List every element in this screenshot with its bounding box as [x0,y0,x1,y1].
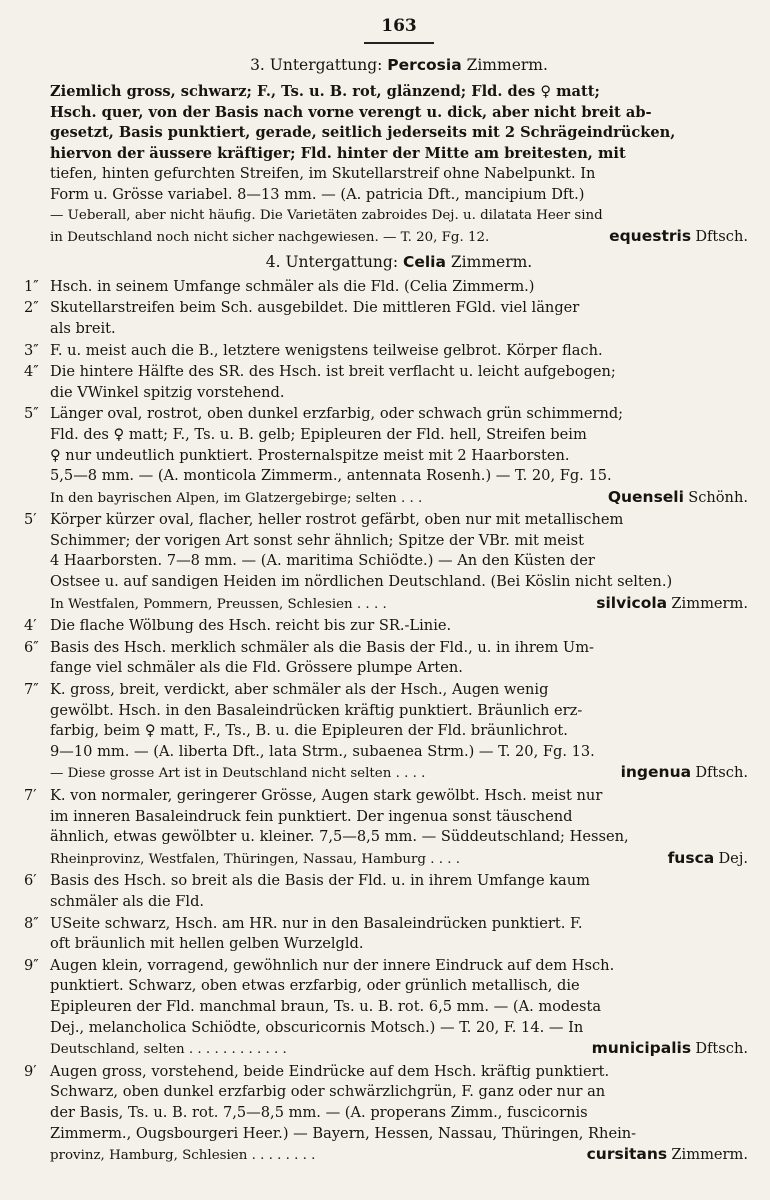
entry-number: 4″ [24,363,39,381]
species-line [50,593,748,616]
text-line: Skutellarstreifen beim Sch. ausgebildet. Die mittleren FGld. viel länger [50,299,580,317]
text-line: Körper kürzer oval, flacher, heller rostrot gefärbt, oben nur mit metallischem [50,511,624,529]
species-name: equestris [609,227,692,246]
text-line: die VWinkel spitzig vorstehend. [50,383,285,401]
species-name: ingenua [620,763,692,782]
text-line: 5,5—8 mm. — (A. monticola Zimmerm., antennata Rosenh.) — T. 20, Fg. 15. [50,467,612,485]
text-line: fange viel schmäler als die Fld. Grössere plumpe Arten. [50,659,463,677]
entry-number: 1″ [24,277,39,295]
entry-number: 6″ [24,638,39,656]
key-entry [24,362,748,403]
text-line: In den bayrischen Alpen, im Glatzergebirge; selten . . . [50,490,423,506]
species-author: Dftsch. [695,1040,748,1058]
species-name: cursitans [586,1145,668,1164]
text-line: Augen gross, vorstehend, beide Eindrücke auf dem Hsch. kräftig punktiert. [50,1062,610,1080]
species-author: Zimmerm. [671,594,748,612]
text-line: im inneren Basaleindruck fein punktiert. Der ingenua sonst täuschend [50,807,573,825]
species-name: fusca [667,848,715,867]
key-entries [24,277,748,1167]
text-line: der Basis, Ts. u. B. rot. 7,5—8,5 mm. — (A. properans Zimm., fuscicornis [50,1103,588,1121]
text-line: Zimmerm., Ougsbourgeri Heer.) — Bayern, Hessen, Nassau, Thüringen, Rhein- [50,1124,637,1142]
text-line: schmäler als die Fld. [50,892,205,910]
header-rule [364,42,434,44]
text-line: Fld. des ♀ matt; F., Ts. u. B. gelb; Epipleuren der Fld. hell, Streifen beim [50,425,587,443]
species-name: Quenseli [607,487,684,506]
text-line: Hsch. quer, von der Basis nach vorne verengt u. dick, aber nicht breit ab- [50,103,652,121]
entry-number: 7′ [24,787,37,804]
species-name: silvicola [596,593,668,612]
species-line [50,762,748,785]
subgenus-3-genus: Percosia [387,56,462,74]
entry-number: 5′ [24,511,37,529]
subgenus-4-author: Zimmerm. [445,252,533,271]
key-entry [24,680,748,785]
text-line: — Ueberall, aber nicht häufig. Die Varietäten zabroides Dej. u. dilatata Heer sind [50,207,603,223]
text-line: Rheinprovinz, Westfalen, Thüringen, Nassau, Hamburg . . . . [50,851,461,867]
key-entry [24,510,748,615]
key-entry [24,404,748,509]
text-line: ähnlich, etwas gewölbter u. kleiner. 7,5—8,5 mm. — Süddeutschland; Hessen, [50,828,629,846]
text-line: punktiert. Schwarz, oben etwas erzfarbig, oder grünlich metallisch, die [50,977,580,995]
species-line [50,1038,748,1061]
entry-number: 4′ [24,617,37,635]
key-entry [24,914,748,955]
text-line: provinz, Hamburg, Schlesien . . . . . . . . [50,1148,316,1164]
species-author: Schönh. [688,488,748,506]
text-line: ♀ nur undeutlich punktiert. Prosternalspitze meist mit 2 Haarborsten. [50,446,570,464]
subgenus-4-heading [50,251,748,273]
page-number: 163 [381,16,417,36]
text-line: in Deutschland noch nicht sicher nachgewiesen. — T. 20, Fg. 12. [50,230,490,246]
text-line: K. von normaler, geringerer Grösse, Augen stark gewölbt. Hsch. meist nur [50,787,603,804]
key-entry [24,1062,748,1167]
text-line: Schimmer; der vorigen Art sonst sehr ähnlich; Spitze der VBr. mit meist [50,531,585,549]
subgenus-3-author: Zimmerm. [461,56,548,74]
text-line: Die flache Wölbung des Hsch. reicht bis zur SR.-Linie. [50,617,452,635]
text-line: als breit. [50,319,116,337]
subgenus-3-heading [50,54,748,76]
text-line: hiervon der äussere kräftiger; Fld. hinter der Mitte am breitesten, mit [50,144,626,162]
text-line: K. gross, breit, verdickt, aber schmäler als der Hsch., Augen wenig [50,681,549,699]
species-line [50,226,748,249]
species-name: municipalis [591,1039,692,1058]
text-line: Epipleuren der Fld. manchmal braun, Ts. u. B. rot. 6,5 mm. — (A. modesta [50,997,602,1015]
text-line: 9—10 mm. — (A. liberta Dft., lata Strm., subaenea Strm.) — T. 20, Fg. 13. [50,742,595,760]
text-line: Ziemlich gross, schwarz; F., Ts. u. B. rot, glänzend; Fld. des ♀ matt; [50,83,600,100]
text-line: oft bräunlich mit hellen gelben Wurzelgld. [50,935,364,953]
text-line: — Diese grosse Art ist in Deutschland nicht selten . . . . [50,766,426,782]
species-author: Dftsch. [695,228,748,246]
text-line: Hsch. in seinem Umfange schmäler als die Fld. (Celia Zimmerm.) [50,277,535,295]
species-line [50,848,748,871]
entry-number: 2″ [24,299,39,317]
key-entry [24,956,748,1061]
species-author: Zimmerm. [671,1146,748,1164]
text-line: USeite schwarz, Hsch. am HR. nur in den Basaleindrücken punktiert. F. [50,914,583,932]
text-line: tiefen, hinten gefurchten Streifen, im Skutellarstreif ohne Nabelpunkt. In [50,165,596,183]
species-line [50,487,748,510]
text-line: gewölbt. Hsch. in den Basaleindrücken kräftig punktiert. Bräunlich erz- [50,701,583,719]
text-line: Schwarz, oben dunkel erzfarbig oder schwärzlichgrün, F. ganz oder nur an [50,1083,606,1101]
entry-number: 8″ [24,914,39,932]
text-line: Augen klein, vorragend, gewöhnlich nur der innere Eindruck auf dem Hsch. [50,956,615,974]
subgenus-4-prefix: 4. Untergattung: [265,252,403,271]
text-line: Ostsee u. auf sandigen Heiden im nördlichen Deutschland. (Bei Köslin nicht selten.) [50,573,673,591]
subgenus-4-genus: Celia [402,252,446,271]
entry-number: 7″ [24,681,39,699]
entry-number: 6′ [24,872,37,890]
species-line [50,1144,748,1167]
entry-number: 3″ [24,341,39,359]
text-line: F. u. meist auch die B., letztere wenigstens teilweise gelbrot. Körper flach. [50,341,603,359]
species-author: Dftsch. [695,764,748,782]
key-entry [24,871,748,912]
text-line: Länger oval, rostrot, oben dunkel erzfarbig, oder schwach grün schimmernd; [50,405,624,423]
key-entry [24,341,748,362]
text-line: Basis des Hsch. so breit als die Basis der Fld. u. in ihrem Umfange kaum [50,872,590,890]
key-entry [24,298,748,339]
text-line: Dej., melancholica Schiödte, obscuricornis Motsch.) — T. 20, F. 14. — In [50,1018,584,1036]
text-line: In Westfalen, Pommern, Preussen, Schlesien . . . . [50,596,387,612]
species-author: Dej. [718,849,748,867]
entry-number: 5″ [24,405,39,423]
text-line: 4 Haarborsten. 7—8 mm. — (A. maritima Schiödte.) — An den Küsten der [50,552,595,570]
key-entry [24,638,748,679]
text-line: Basis des Hsch. merklich schmäler als die Basis der Fld., u. in ihrem Um- [50,638,594,656]
entry-number: 9′ [24,1062,37,1080]
text-line: Deutschland, selten . . . . . . . . . . . . [50,1042,287,1058]
text-line: Die hintere Hälfte des SR. des Hsch. ist breit verflacht u. leicht aufgebogen; [50,363,616,381]
key-entry [24,277,748,298]
text-line: farbig, beim ♀ matt, F., Ts., B. u. die Epipleuren der Fld. bräunlichrot. [50,722,568,740]
subgenus-3-description [50,82,748,249]
text-line: Form u. Grösse variabel. 8—13 mm. — (A. patricia Dft., mancipium Dft.) [50,185,585,203]
key-entry [24,786,748,870]
key-entry [24,616,748,637]
text-line: gesetzt, Basis punktiert, gerade, seitlich jederseits mit 2 Schrägeindrücken, [50,124,676,142]
subgenus-3-prefix: 3. Untergattung: [250,56,388,74]
entry-number: 9″ [24,956,39,974]
